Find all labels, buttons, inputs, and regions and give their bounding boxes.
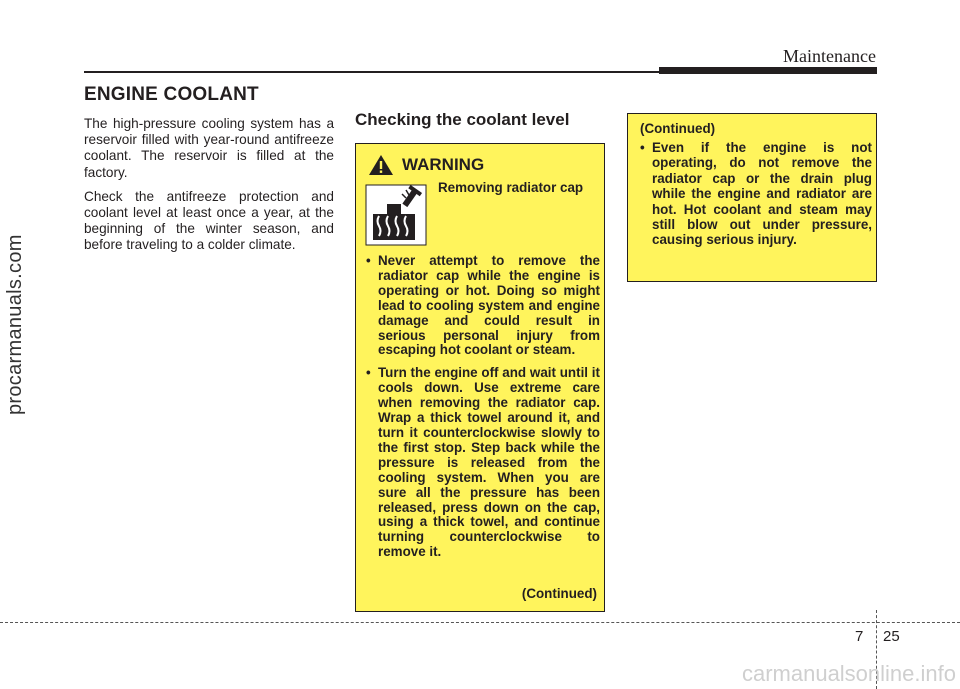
footer-rule [0,622,960,623]
warning-header [368,154,484,176]
warning-list [366,254,600,568]
warning-item: • Never attempt to remove the radiator cap while the engine is operating or hot. Doing so might lead to cooling system and engine damage and could result in serious personal injury from escaping hot coolant or steam. [366,254,600,358]
header-rule [84,71,659,73]
header-rule-bar [659,67,877,74]
intro-paragraph: Check the antifreeze protection and coolant level at least once a year, at the beginning of the winter season, and before traveling to a colder climate. [84,188,334,253]
warning-triangle-icon [368,154,394,176]
intro-paragraph: The high-pressure cooling system has a reservoir filled with year-round antifreeze coolant. The reservoir is filled at the factory. [84,116,334,180]
warning-box [355,143,605,612]
bottom-watermark: carmanualsonline.info [741,661,956,686]
continuation-box [627,113,877,282]
continuation-list [638,140,872,248]
warning-item: • Even if the engine is not operating, do not remove the radiator cap or the drain plug while the engine and radiator are hot. Hot coolant and steam may still blow out under pressure, causing serious injury. [638,140,872,248]
intro-text [84,116,334,262]
warning-label: WARNING [402,155,485,174]
subsection-title: Checking the coolant level [355,110,570,129]
warning-item: • Turn the engine off and wait until it cools down. Use extreme care when removing the radiator cap. Wrap a thick towel around it, and turn it counterclockwise slowly to the first stop. Step back while the pressure is released from the cooling system. When you are sure all the pressure has been released, press down on the cap, using a thick towel, and continue turning counterclockwise to remove it. [366,366,600,560]
radiator-cap-hot-icon [365,184,427,246]
running-header: Maintenance [783,46,876,66]
continued-label: (Continued) [521,586,597,601]
page-number: 25 [883,628,900,645]
chapter-number: 7 [855,628,864,645]
continued-heading: (Continued) [640,121,716,136]
section-title: ENGINE COOLANT [84,84,259,105]
icon-caption: Removing radiator cap [438,180,584,195]
side-watermark: procarmanuals.com [4,234,26,415]
